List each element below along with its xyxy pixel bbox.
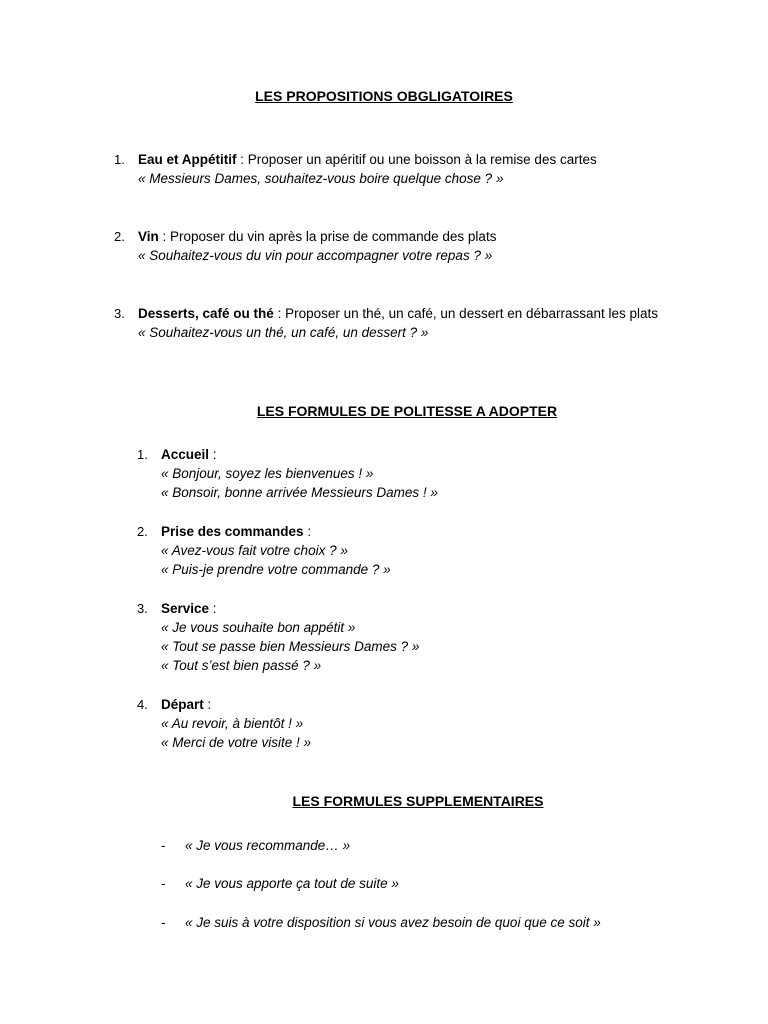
- item-quote: « Je suis à votre disposition si vous avez besoin de quoi que ce soit »: [185, 915, 601, 930]
- item-text: : Proposer un thé, un café, un dessert en débarrassant les plats: [273, 306, 659, 321]
- item-quote: « Je vous recommande… »: [185, 838, 351, 853]
- item-quote: « Merci de votre visite ! »: [161, 735, 312, 750]
- item-quote: « Tout se passe bien Messieurs Dames ? »: [161, 639, 420, 654]
- item-text: : Proposer un apéritif ou une boisson à la remise des cartes: [236, 152, 597, 167]
- item-number: 4.: [137, 697, 148, 712]
- item-label: Vin: [138, 229, 159, 244]
- section-title-politesse: LES FORMULES DE POLITESSE A ADOPTER: [256, 403, 558, 419]
- item-text: :: [203, 697, 212, 712]
- item-quote: « Tout s’est bien passé ? »: [161, 658, 322, 673]
- item-label: Départ: [161, 697, 204, 712]
- item-number: 1.: [114, 152, 125, 167]
- item-quote: « Souhaitez-vous du vin pour accompagner votre repas ? »: [138, 248, 493, 263]
- item-text: :: [209, 447, 217, 462]
- section-title-supplementaires: LES FORMULES SUPPLEMENTAIRES: [292, 793, 544, 809]
- item-number: 2.: [114, 229, 125, 244]
- item-label: Eau et Appétitif: [138, 152, 237, 167]
- item-text: : Proposer du vin après la prise de commande des plats: [158, 229, 497, 244]
- item-label: Service: [161, 601, 210, 616]
- item-quote: « Au revoir, à bientôt ! »: [161, 716, 304, 731]
- item-label: Desserts, café ou thé: [138, 306, 274, 321]
- dash-bullet: -: [161, 876, 166, 891]
- item-quote: « Avez-vous fait votre choix ? »: [161, 543, 348, 558]
- item-quote: « Je vous apporte ça tout de suite »: [185, 876, 399, 891]
- list-item: [114, 150, 597, 188]
- item-text: :: [209, 601, 217, 616]
- section-title-propositions: LES PROPOSITIONS OBGLIGATOIRES: [255, 88, 513, 104]
- list-item: [161, 874, 399, 893]
- item-text: :: [303, 524, 312, 539]
- list-item: [114, 304, 659, 342]
- list-item: [137, 522, 391, 579]
- item-quote: « Bonjour, soyez les bienvenues ! »: [161, 466, 374, 481]
- list-item: [137, 445, 438, 502]
- item-number: 3.: [114, 306, 125, 321]
- list-item: [137, 599, 420, 675]
- item-label: Accueil: [161, 447, 210, 462]
- list-item: [137, 695, 312, 752]
- item-number: 2.: [137, 524, 148, 539]
- list-item: [114, 227, 497, 265]
- item-quote: « Je vous souhaite bon appétit »: [161, 620, 356, 635]
- item-quote: « Souhaitez-vous un thé, un café, un dessert ? »: [138, 325, 429, 340]
- dash-bullet: -: [161, 838, 166, 853]
- item-quote: « Messieurs Dames, souhaitez-vous boire quelque chose ? »: [138, 171, 504, 186]
- list-item: [161, 913, 601, 932]
- item-quote: « Bonsoir, bonne arrivée Messieurs Dames ! »: [161, 485, 438, 500]
- dash-bullet: -: [161, 915, 166, 930]
- item-number: 1.: [137, 447, 148, 462]
- list-item: [161, 836, 351, 855]
- item-number: 3.: [137, 601, 148, 616]
- item-label: Prise des commandes: [161, 524, 304, 539]
- item-quote: « Puis-je prendre votre commande ? »: [161, 562, 391, 577]
